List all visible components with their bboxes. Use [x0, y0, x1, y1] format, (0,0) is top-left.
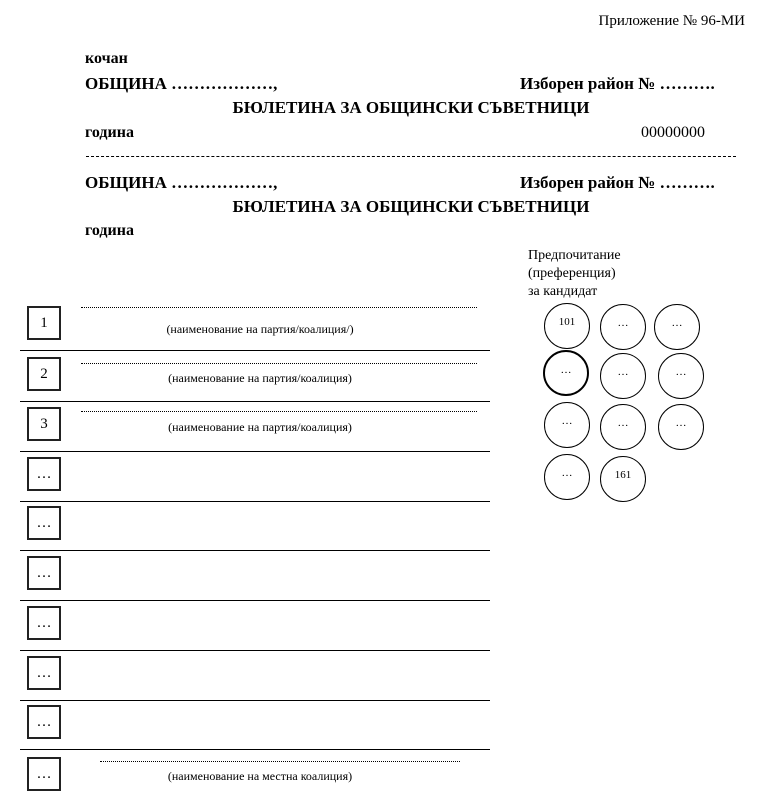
party-number-box[interactable]: …: [27, 705, 61, 739]
preference-circle[interactable]: …: [658, 404, 704, 450]
stub-year: година: [85, 124, 134, 141]
ballot-municipality: ОБЩИНА ………………,: [85, 173, 278, 192]
ballot-district: Изборен район № ……….: [520, 173, 715, 192]
party-row[interactable]: [20, 451, 490, 502]
coalition-name-line: [100, 761, 460, 762]
ballot-title: БЮЛЕТИНА ЗА ОБЩИНСКИ СЪВЕТНИЦИ: [232, 197, 590, 216]
party-number-box[interactable]: …: [27, 457, 61, 491]
party-name-hint: (наименование на партия/коалиция): [168, 371, 352, 385]
party-name-line: [81, 411, 477, 412]
party-number-box[interactable]: …: [27, 757, 61, 791]
party-number-box[interactable]: …: [27, 606, 61, 640]
party-row-3[interactable]: [20, 401, 490, 452]
party-row[interactable]: [20, 500, 490, 551]
party-name-line: [81, 363, 477, 364]
party-number-box[interactable]: 2: [27, 357, 61, 391]
preference-circle-161[interactable]: 161: [600, 456, 646, 502]
party-row[interactable]: [20, 600, 490, 651]
party-name-hint: (наименование на партия/коалиция/): [166, 322, 354, 336]
preference-label: [528, 247, 621, 301]
party-row[interactable]: [20, 550, 490, 601]
preference-circle[interactable]: …: [544, 454, 590, 500]
preference-circle-101[interactable]: 101: [544, 303, 590, 349]
party-number-box[interactable]: 1: [27, 306, 61, 340]
stub-title: БЮЛЕТИНА ЗА ОБЩИНСКИ СЪВЕТНИЦИ: [232, 98, 590, 117]
party-row-2[interactable]: [20, 351, 490, 402]
party-name-hint: (наименование на партия/коалиция): [168, 420, 352, 434]
tear-line: [86, 156, 736, 157]
stub-municipality: ОБЩИНА ………………,: [85, 74, 278, 93]
party-row-1[interactable]: [20, 300, 490, 351]
preference-line-2: (преференция): [528, 266, 616, 281]
stub-district: Изборен район № ……….: [520, 74, 715, 93]
kochan-label: кочан: [85, 50, 128, 67]
serial-number: 00000000: [641, 124, 705, 141]
party-number-box[interactable]: …: [27, 656, 61, 690]
party-row[interactable]: [20, 699, 490, 750]
party-row[interactable]: [20, 650, 490, 701]
party-number-box[interactable]: …: [27, 506, 61, 540]
coalition-name-hint: (наименование на местна коалиция): [167, 769, 353, 783]
annex-label: Приложение № 96-МИ: [598, 13, 745, 29]
party-number-box[interactable]: …: [27, 556, 61, 590]
preference-circle[interactable]: …: [600, 404, 646, 450]
preference-circle[interactable]: …: [654, 304, 700, 350]
preference-circle[interactable]: …: [600, 353, 646, 399]
party-number-box[interactable]: 3: [27, 407, 61, 441]
preference-line-1: Предпочитание: [528, 248, 621, 263]
preference-line-3: за кандидат: [528, 284, 598, 299]
preference-circle[interactable]: …: [544, 402, 590, 448]
ballot-year: година: [85, 222, 134, 239]
party-name-line: [81, 307, 477, 308]
preference-circle[interactable]: …: [543, 350, 589, 396]
preference-circle[interactable]: …: [658, 353, 704, 399]
preference-circle[interactable]: …: [600, 304, 646, 350]
